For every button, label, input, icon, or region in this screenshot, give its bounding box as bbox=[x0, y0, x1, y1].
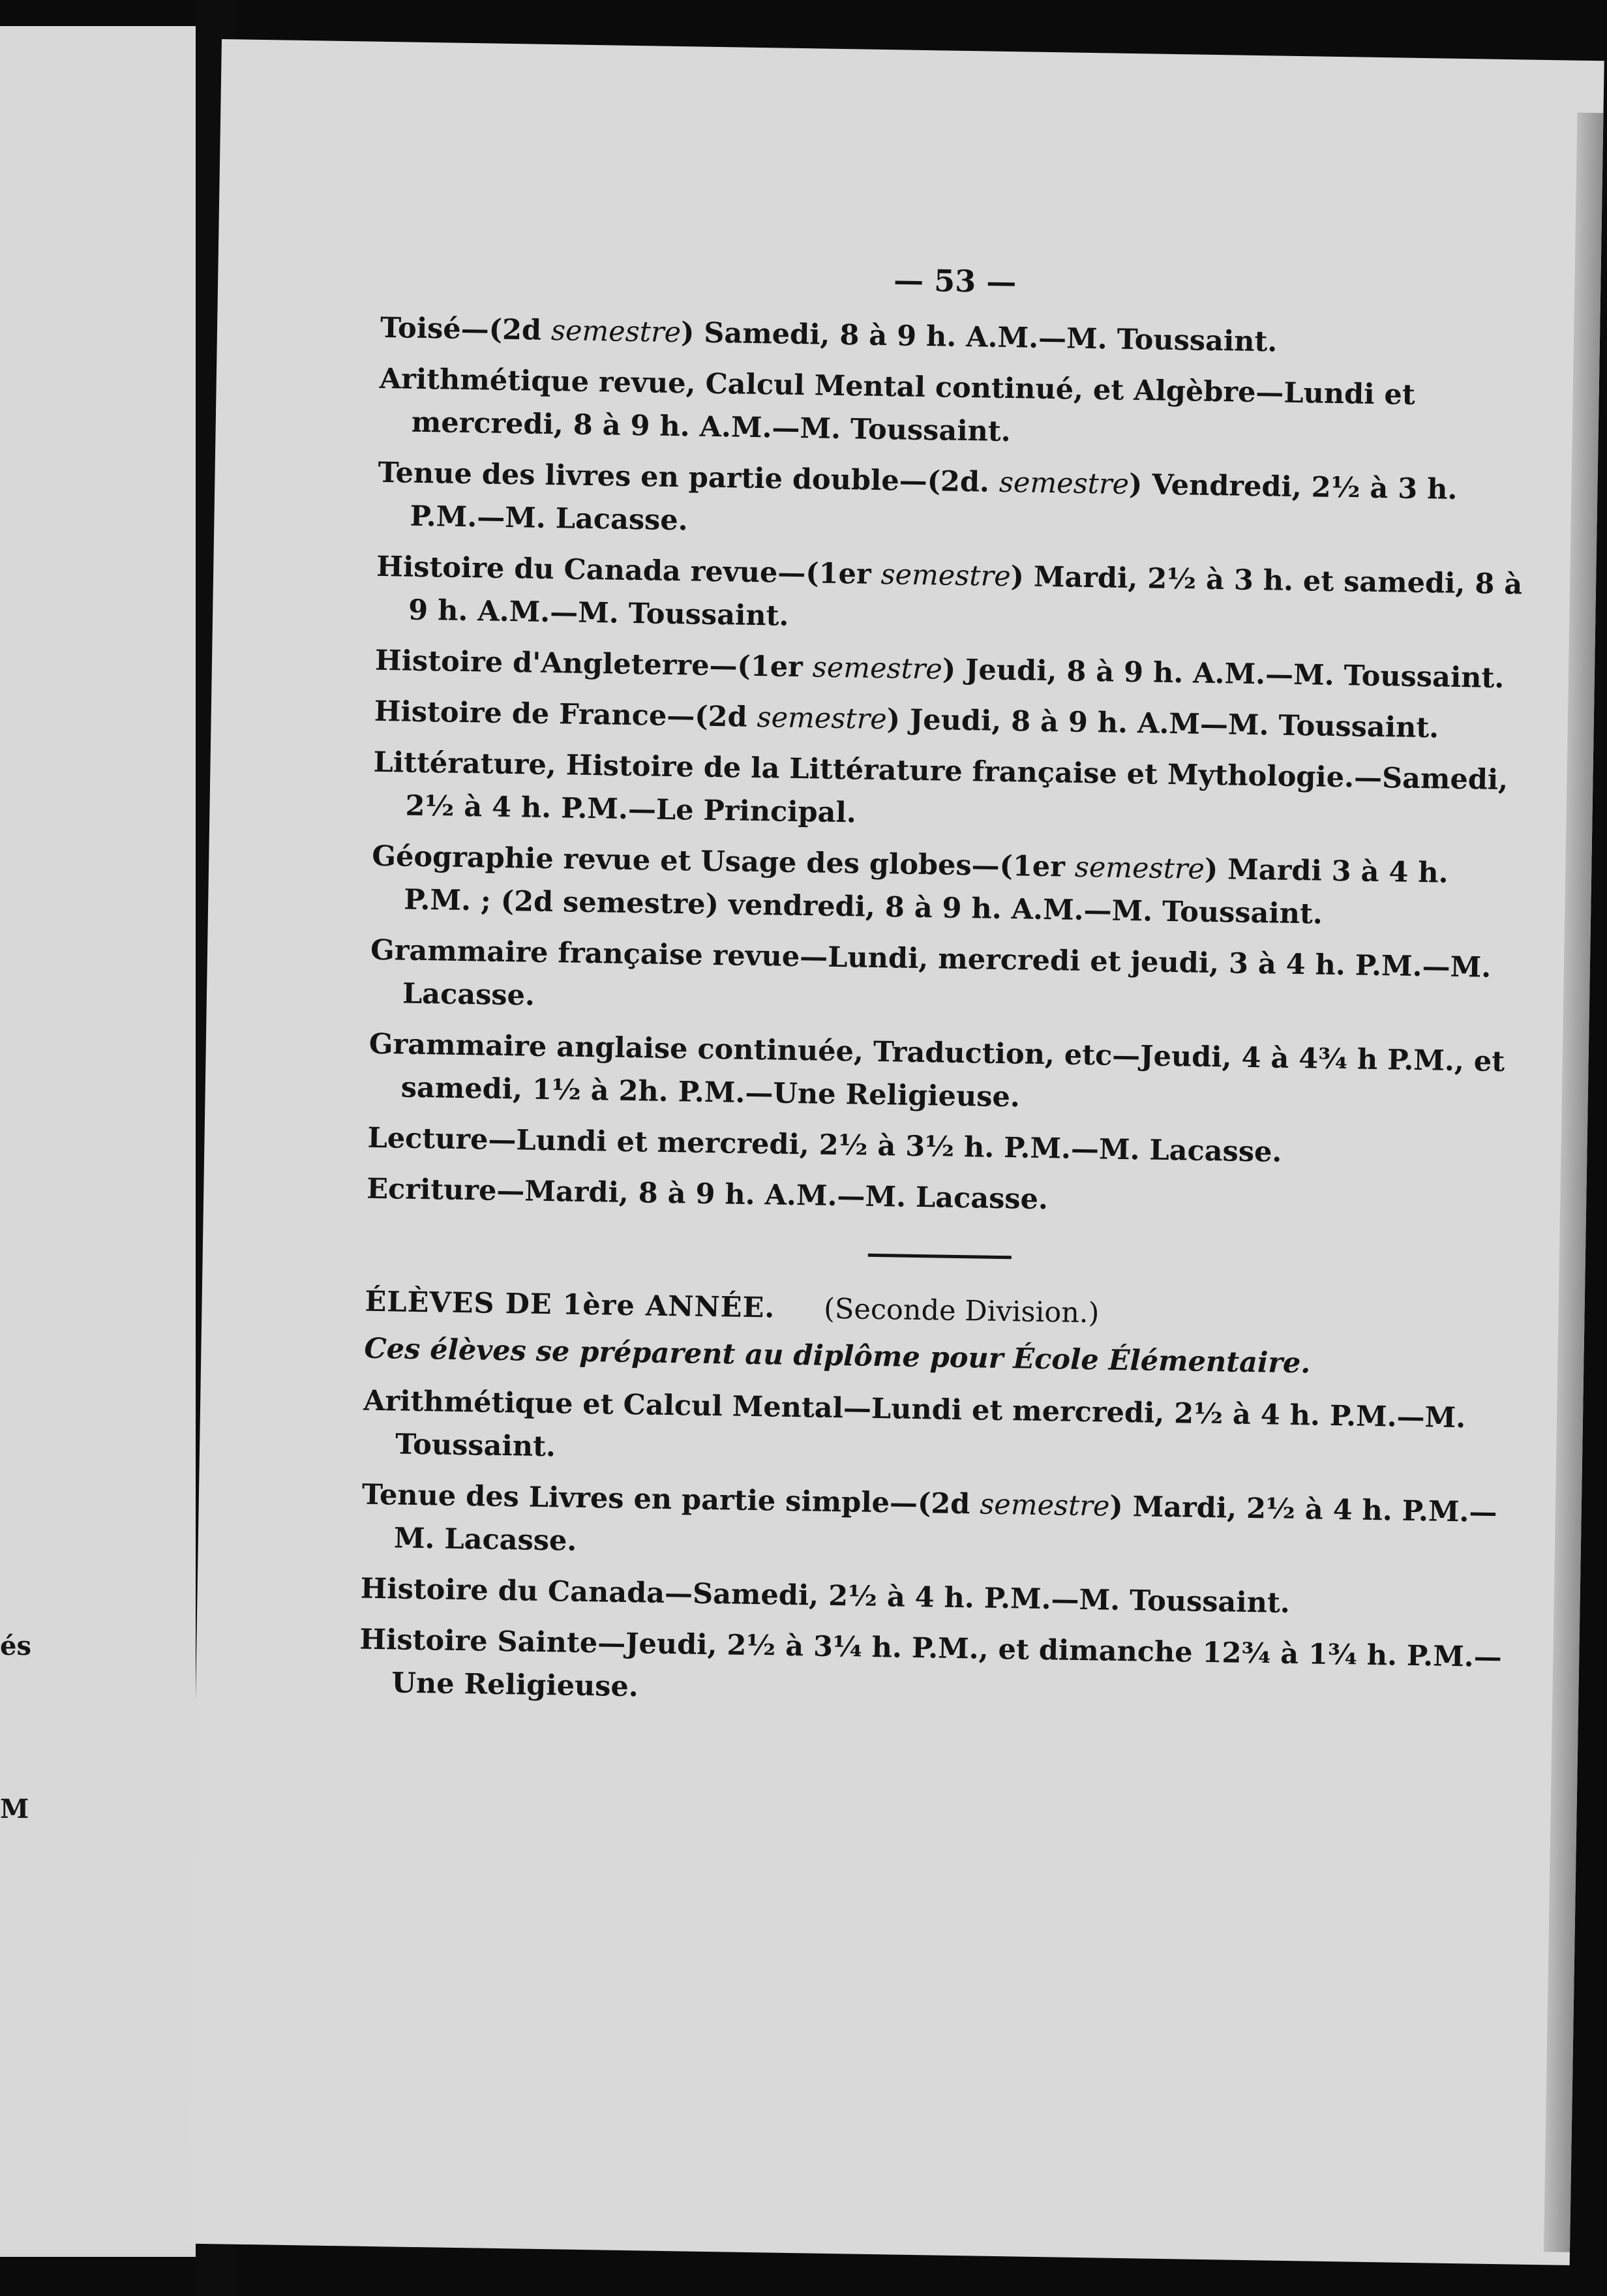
page-edge bbox=[1544, 113, 1604, 2252]
entry-main: Littérature, Histoire de la Littérature française et Mythologie.—Samedi, 2½ à 4 h. P.M.—Le Principal. bbox=[373, 746, 1509, 830]
schedule-entry bbox=[371, 835, 1520, 939]
section-subtitle: Ces élèves se préparent au diplôme pour École Élémentaire. bbox=[364, 1332, 1311, 1380]
entry-main: Histoire Sainte—Jeudi, 2½ à 3¼ h. P.M., et dimanche 12¾ à 1¾ h. P.M.—Une Religieuse. bbox=[359, 1623, 1503, 1704]
entry-rest: ) Jeudi, 8 à 9 h. A.M—M. Toussaint. bbox=[886, 703, 1439, 745]
entry-main: Histoire d'Angleterre—(1er bbox=[374, 644, 813, 684]
page-content bbox=[359, 250, 1529, 1730]
entry-note: semestre bbox=[979, 1488, 1110, 1523]
entry-main: Grammaire anglaise continuée, Traduction, etc—Jeudi, 4 à 4¾ h P.M., et samedi, 1½ à 2h. P.M.—Une Religieuse. bbox=[368, 1027, 1505, 1114]
entry-rest: ) Mardi 3 à 4 h. P.M. ; (2d semestre) vendredi, 8 à 9 h. A.M.—M. Toussaint. bbox=[403, 853, 1449, 931]
entry-main: Tenue des livres en partie double—(2d. bbox=[378, 456, 1000, 499]
entry-main: Tenue des Livres en partie simple—(2d bbox=[361, 1478, 980, 1521]
schedule-entry bbox=[376, 545, 1525, 650]
entry-main: Histoire de France—(2d bbox=[374, 695, 757, 734]
entry-rest: ) Jeudi, 8 à 9 h. A.M.—M. Toussaint. bbox=[942, 653, 1505, 695]
scanned-page bbox=[187, 39, 1604, 2265]
entry-main: Lecture—Lundi et mercredi, 2½ à 3½ h. P.M.—M. Lacasse. bbox=[367, 1121, 1282, 1169]
entry-rest: ) Mardi, 2½ à 3 h. et samedi, 8 à 9 h. A.M.—M. Toussaint. bbox=[408, 560, 1523, 633]
schedule-entry bbox=[360, 1567, 1509, 1629]
entry-rest: ) Mardi, 2½ à 4 h. P.M.—M. Lacasse. bbox=[393, 1490, 1497, 1558]
schedule-entry bbox=[380, 307, 1529, 368]
schedule-entry bbox=[375, 639, 1524, 701]
section-division: (Seconde Division.) bbox=[823, 1292, 1100, 1330]
schedule-entry bbox=[378, 357, 1527, 462]
section-divider bbox=[868, 1254, 1012, 1259]
schedule-entry bbox=[363, 1380, 1512, 1484]
entry-rest: ) Samedi, 8 à 9 h. A.M.—M. Toussaint. bbox=[680, 316, 1278, 359]
entry-main: Arithmétique revue, Calcul Mental continué, et Algèbre—Lundi et mercredi, 8 à 9 h. A.M.—M. Toussaint. bbox=[379, 362, 1416, 449]
entry-note: semestre bbox=[550, 314, 682, 350]
left-page-text-fragment: és bbox=[0, 1631, 31, 1661]
entry-main: Histoire du Canada revue—(1er bbox=[376, 550, 881, 591]
schedule-entry bbox=[367, 1117, 1516, 1178]
entry-note: semestre bbox=[757, 701, 888, 736]
entry-main: Ecriture—Mardi, 8 à 9 h. A.M.—M. Lacasse. bbox=[366, 1172, 1049, 1216]
schedule-entry bbox=[367, 1168, 1515, 1229]
section-title: ÉLÈVES DE 1ère ANNÉE. bbox=[365, 1285, 775, 1325]
entry-main: Toisé—(2d bbox=[380, 311, 552, 347]
entry-main: Histoire du Canada—Samedi, 2½ à 4 h. P.M.—M. Toussaint. bbox=[360, 1572, 1291, 1620]
entry-main: Arithmétique et Calcul Mental—Lundi et mercredi, 2½ à 4 h. P.M.—M. Toussaint. bbox=[363, 1384, 1466, 1464]
schedule-entry bbox=[372, 741, 1522, 845]
schedule-entry bbox=[370, 929, 1519, 1033]
left-page-text-fragment: M bbox=[0, 1794, 29, 1824]
entry-note: semestre bbox=[999, 466, 1130, 501]
left-page-fragment bbox=[0, 26, 196, 2257]
entry-note: semestre bbox=[880, 558, 1012, 594]
schedule-entry bbox=[374, 690, 1522, 751]
entry-main: Géographie revue et Usage des globes—(1er bbox=[371, 839, 1075, 884]
entry-rest: ) Vendredi, 2½ à 3 h. P.M.—M. Lacasse. bbox=[410, 468, 1458, 537]
schedule-entry bbox=[377, 451, 1526, 556]
schedule-entry bbox=[359, 1618, 1508, 1723]
schedule-entry bbox=[368, 1023, 1517, 1127]
schedule-list-upper bbox=[367, 307, 1529, 1228]
entry-note: semestre bbox=[812, 651, 943, 686]
schedule-list-lower bbox=[359, 1380, 1512, 1723]
entry-main: Grammaire française revue—Lundi, mercredi et jeudi, 3 à 4 h. P.M.—M. Lacasse. bbox=[370, 933, 1492, 1012]
entry-note: semestre bbox=[1074, 851, 1205, 886]
page-number: — 53 — bbox=[893, 262, 1017, 300]
schedule-entry bbox=[361, 1473, 1510, 1578]
